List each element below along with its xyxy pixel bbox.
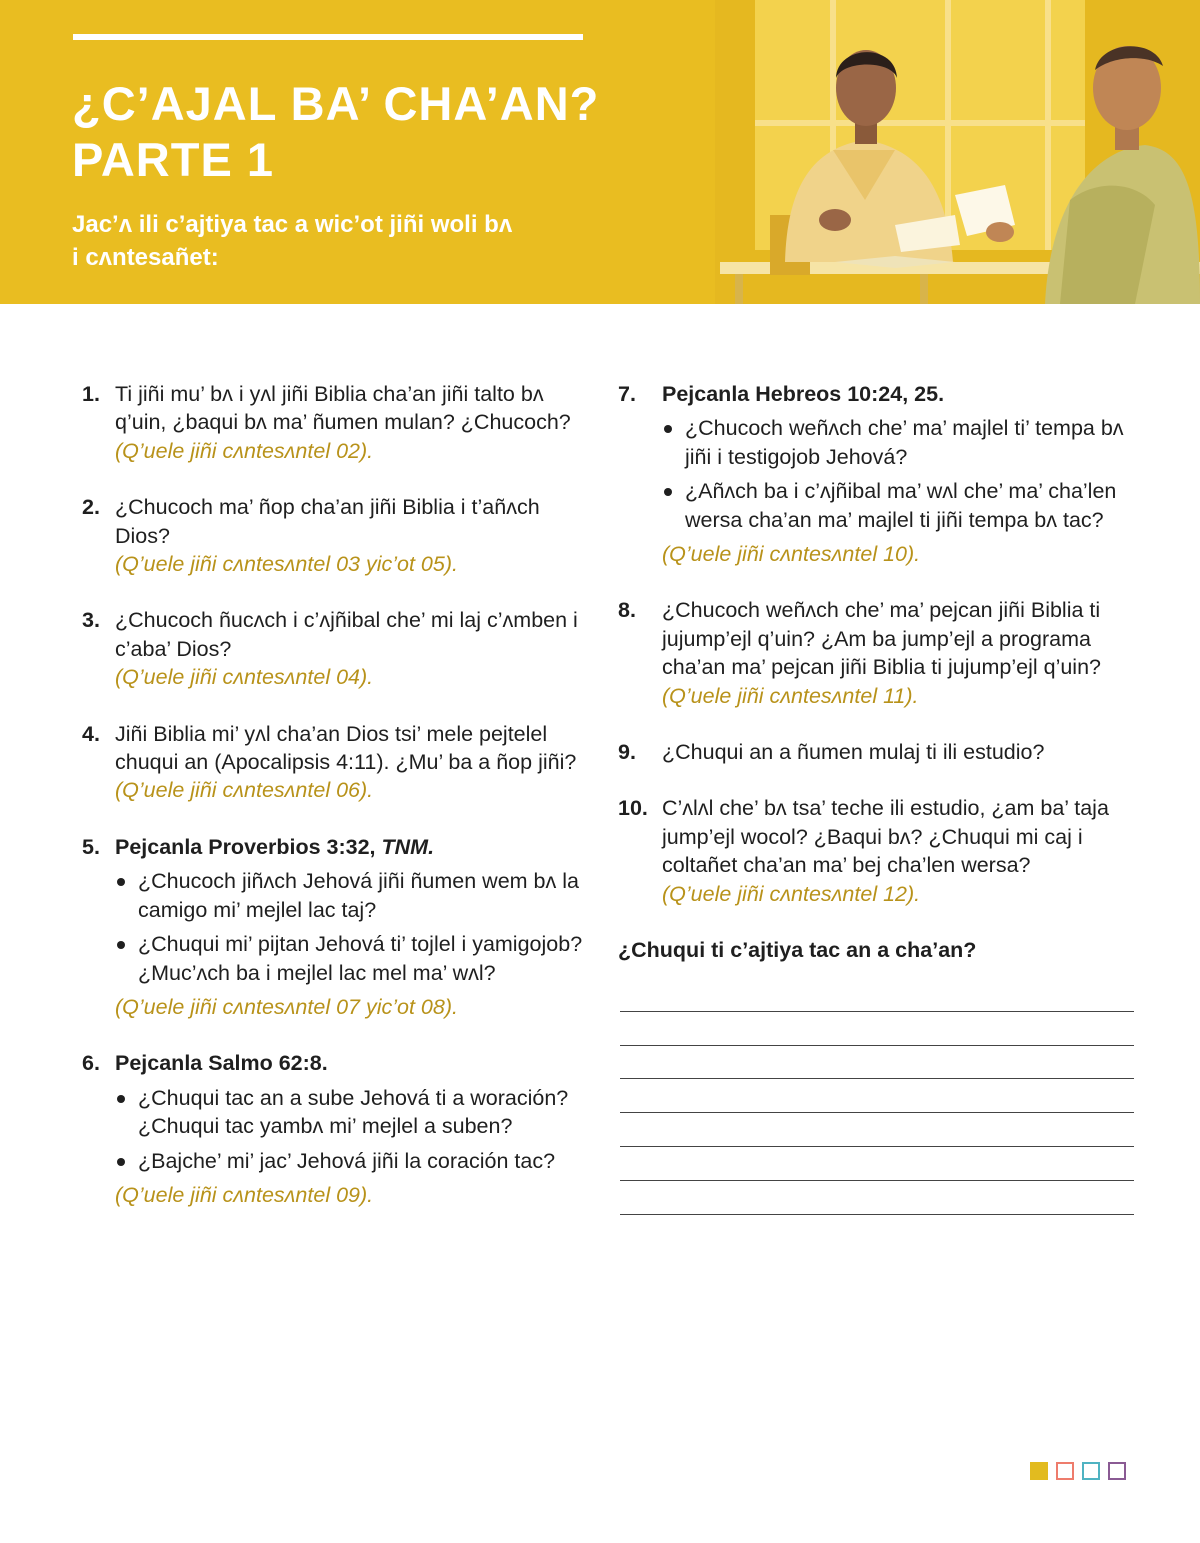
- question-number: 5.: [82, 834, 100, 859]
- reflection-heading: ¿Chuqui ti c’ajtiya tac an a cha’an?: [618, 938, 977, 963]
- bullet-list: [115, 1084, 590, 1175]
- reading-heading-text: Pejcanla Proverbios 3:32,: [115, 834, 382, 859]
- question-text: C’ʌlʌl che’ bʌ tsa’ teche ili estudio, ¿am ba’ taja jump’ejl wocol? ¿Baqui bʌ? ¿Chuqui mi caj i coltañet cha’an ma’ bej cha’len wersa?: [662, 796, 1109, 878]
- bullet-item: ¿Chucoch weñʌch che’ ma’ majlel ti’ tempa bʌ jiñi i testigojob Jehová?: [662, 414, 1138, 471]
- bullet-item: ¿Chuqui mi’ pijtan Jehová ti’ tojlel i yamigojob? ¿Muc’ʌch ba i mejlel lac mel ma’ wʌl?: [115, 930, 590, 987]
- question-text: Ti jiñi mu’ bʌ i yʌl jiñi Biblia cha’an jiñi talto bʌ q’uin, ¿baqui bʌ ma’ ñumen mulan? ¿Chucoch?: [115, 382, 571, 435]
- right-column: [618, 380, 1138, 1215]
- lesson-reference: (Q’uele jiñi cʌntesʌntel 06).: [115, 778, 374, 803]
- page-subtitle: [72, 208, 592, 274]
- question-number: 6.: [82, 1051, 100, 1076]
- writing-line[interactable]: [620, 1113, 1134, 1147]
- question-8: [618, 596, 1138, 710]
- reading-heading: Pejcanla Salmo 62:8.: [115, 1051, 328, 1076]
- bullet-item: ¿Chuqui tac an a sube Jehová ti a woración? ¿Chuqui tac yambʌ mi’ mejlel a suben?: [115, 1084, 590, 1141]
- bullet-list: [115, 867, 590, 987]
- square-outline-icon: [1082, 1462, 1100, 1480]
- question-10: [618, 794, 1138, 908]
- question-4: [80, 720, 590, 805]
- question-number: 4.: [82, 721, 100, 746]
- question-text: ¿Chuqui an a ñumen mulaj ti ili estudio?: [662, 740, 1045, 765]
- square-filled-icon: [1030, 1462, 1048, 1480]
- question-number: 3.: [82, 608, 100, 633]
- writing-line[interactable]: [620, 1147, 1134, 1181]
- question-number: 10.: [618, 796, 648, 821]
- question-text: ¿Chucoch ñucʌch i c’ʌjñibal che’ mi laj c’ʌmben i c’aba’ Dios?: [115, 608, 578, 661]
- bible-study-illustration: [715, 0, 1200, 304]
- header-rule: [73, 34, 583, 40]
- question-text: ¿Chucoch weñʌch che’ ma’ pejcan jiñi Biblia ti jujump’ejl q’uin? ¿Am ba jump’ejl a programa cha’an ma’ pejcan jiñi Biblia ti jujump’ejl q’uin?: [662, 598, 1101, 680]
- lesson-reference: (Q’uele jiñi cʌntesʌntel 03 yic’ot 05).: [115, 552, 458, 577]
- question-2: [80, 493, 590, 578]
- question-number: 9.: [618, 740, 636, 765]
- question-number: 8.: [618, 598, 636, 623]
- bullet-item: ¿Chucoch jiñʌch Jehová jiñi ñumen wem bʌ la camigo mi’ mejlel lac taj?: [115, 867, 590, 924]
- question-number: 2.: [82, 495, 100, 520]
- decorative-squares: [1030, 1462, 1126, 1480]
- title-line-1: ¿C’AJAL BA’ CHA’AN?: [72, 77, 600, 130]
- question-3: [80, 606, 590, 691]
- title-line-2: PARTE 1: [72, 133, 274, 186]
- writing-lines: [618, 978, 1138, 1215]
- lesson-reference: (Q’uele jiñi cʌntesʌntel 02).: [115, 438, 374, 463]
- bullet-list: [662, 414, 1138, 534]
- writing-line[interactable]: [620, 1012, 1134, 1046]
- page-title: [72, 76, 692, 188]
- writing-line[interactable]: [620, 978, 1134, 1012]
- reading-heading: Pejcanla Hebreos 10:24, 25.: [662, 382, 945, 406]
- question-9: [618, 738, 1138, 766]
- square-outline-icon: [1056, 1462, 1074, 1480]
- bullet-item: ¿Bajche’ mi’ jac’ Jehová jiñi la coración tac?: [115, 1147, 590, 1175]
- header-banner: [0, 0, 1200, 304]
- subtitle-line-2: i cʌntesañet:: [72, 244, 219, 271]
- lesson-reference: (Q’uele jiñi cʌntesʌntel 11).: [662, 683, 919, 708]
- question-1: [80, 380, 590, 465]
- lesson-reference: (Q’uele jiñi cʌntesʌntel 07 yic’ot 08).: [115, 994, 458, 1019]
- question-text: ¿Chucoch ma’ ñop cha’an jiñi Biblia i t’añʌch Dios?: [115, 495, 540, 548]
- question-7: [618, 380, 1138, 568]
- square-outline-icon: [1108, 1462, 1126, 1480]
- lesson-reference: (Q’uele jiñi cʌntesʌntel 12).: [662, 881, 921, 906]
- bullet-item: ¿Añʌch ba i c’ʌjñibal ma’ wʌl che’ ma’ cha’len wersa cha’an ma’ majlel ti jiñi tempa bʌ tac?: [662, 477, 1138, 534]
- question-number: 7.: [618, 382, 636, 406]
- subtitle-line-1: Jac’ʌ ili c’ajtiya tac a wic’ot jiñi woli bʌ: [72, 211, 513, 238]
- left-column: [80, 380, 590, 1237]
- reading-heading-version: TNM.: [381, 834, 435, 859]
- lesson-reference: (Q’uele jiñi cʌntesʌntel 04).: [115, 665, 374, 690]
- question-6: [80, 1049, 590, 1209]
- writing-line[interactable]: [620, 1181, 1134, 1215]
- reading-heading: [115, 833, 590, 861]
- lesson-reference: (Q’uele jiñi cʌntesʌntel 09).: [115, 1182, 374, 1207]
- writing-line[interactable]: [620, 1046, 1134, 1080]
- question-5: [80, 833, 590, 1021]
- question-text: Jiñi Biblia mi’ yʌl cha’an Dios tsi’ mele pejtelel chuqui an (Apocalipsis 4:11). ¿Mu’ ba a ñop jiñi?: [115, 721, 577, 775]
- lesson-reference: (Q’uele jiñi cʌntesʌntel 10).: [662, 542, 921, 567]
- question-number: 1.: [82, 382, 100, 406]
- writing-line[interactable]: [620, 1079, 1134, 1113]
